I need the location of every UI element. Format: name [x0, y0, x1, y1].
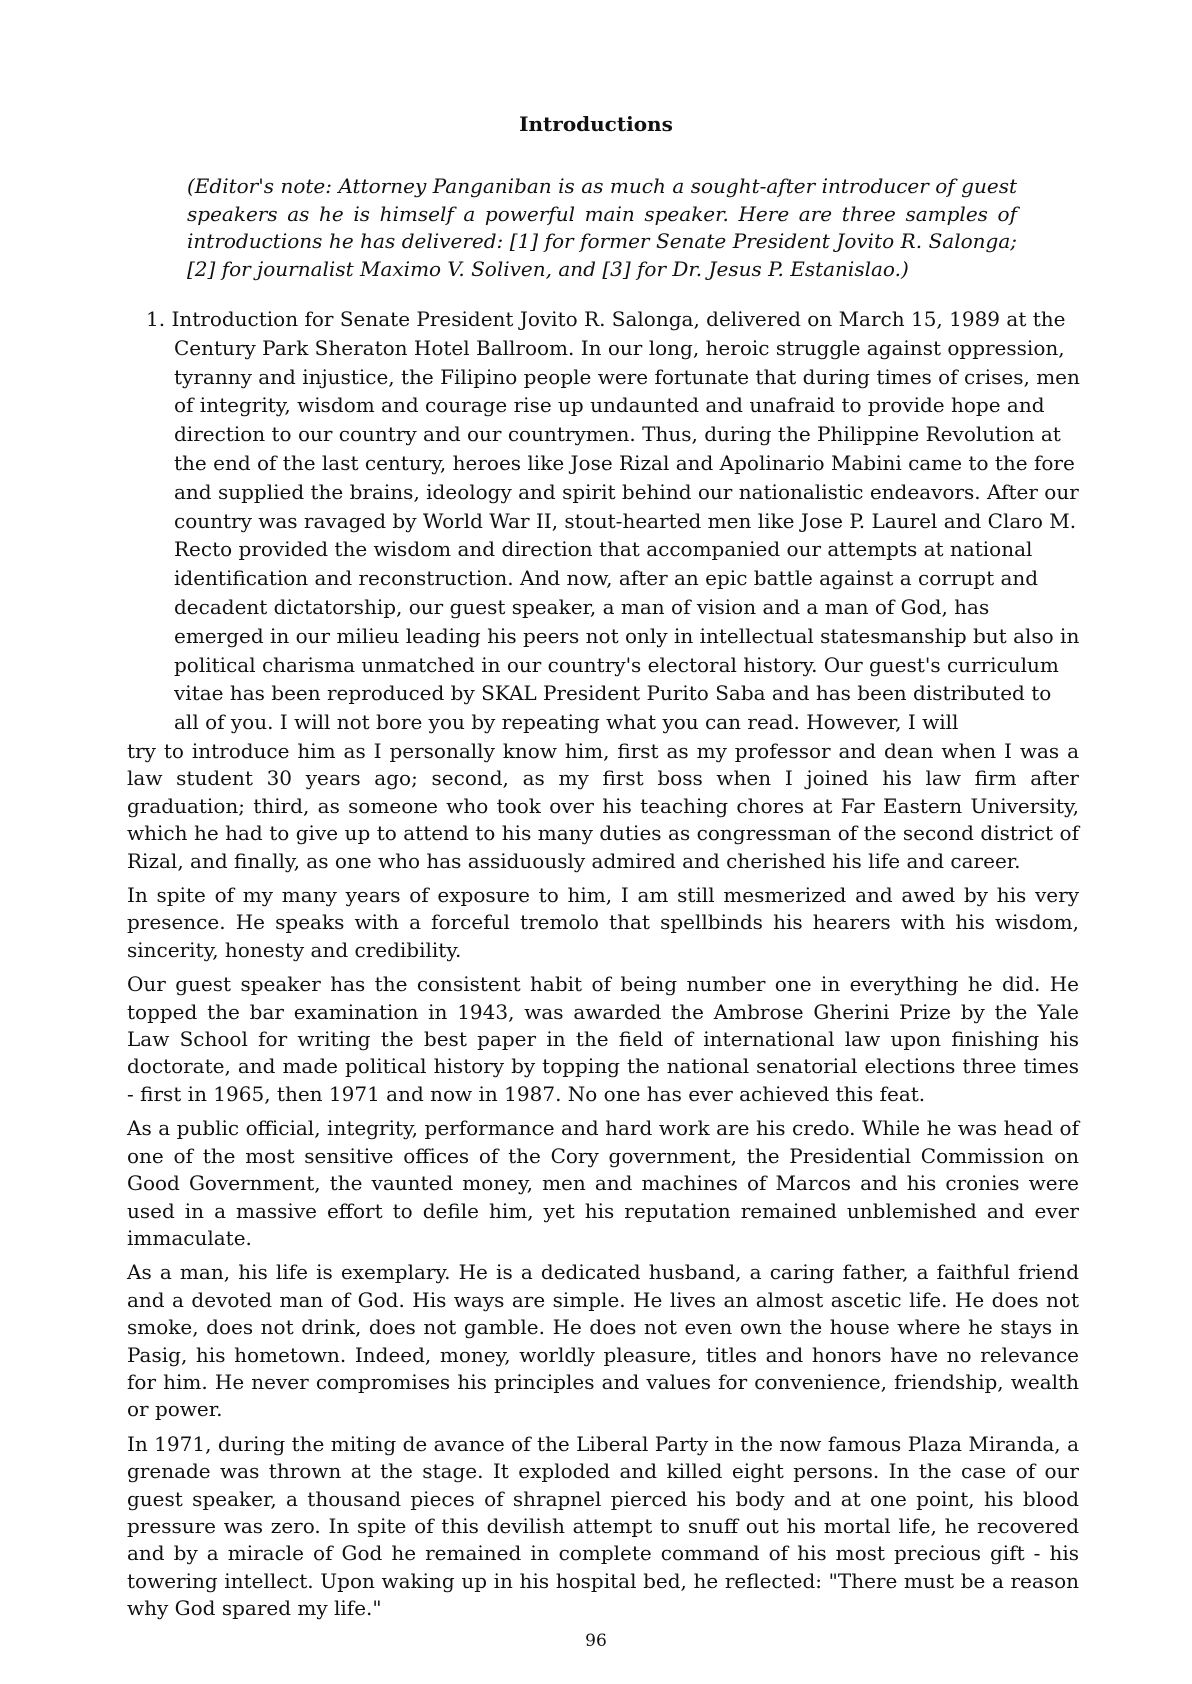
page-title: Introductions — [519, 112, 673, 136]
body-paragraph: Our guest speaker has the consistent habit of being number one in everything he did. He topped the bar examination in 1943, was awarded the Ambrose Gherini Prize by the Yale Law School for writing the best paper in the field of international law upon finishing his doctorate, and made political history by topping the national senatorial elections three times - first in 1965, then 1971 and now in 1987. No one has ever achieved this feat. — [127, 972, 1079, 1106]
body-text — [127, 738, 1079, 1630]
editor-note: (Editor's note: Attorney Panganiban is as much a sought-after introducer of guest speakers as he is himself a powerful main speaker. Here are three samples of introductions he has delivered: [1] for former Senate President Jovito R. Salonga; [2] for journalist Maximo V. Soliven, and [3] for Dr. Jesus P. Estanislao.) — [187, 174, 1017, 281]
body-paragraph: In spite of my many years of exposure to him, I am still mesmerized and awed by his very presence. He speaks with a forceful tremolo that spellbinds his hearers with his wisdom, sincerity, honesty and credibility. — [127, 883, 1079, 962]
page-number: 96 — [585, 1631, 607, 1651]
body-paragraph: In 1971, during the miting de avance of the Liberal Party in the now famous Plaza Miranda, a grenade was thrown at the stage. It exploded and killed eight persons. In the case of our guest speaker, a thousand pieces of shrapnel pierced his body and at one point, his blood pressure was zero. In spite of this devilish attempt to snuff out his mortal life, he recovered and by a miracle of God he remained in complete command of his most precious gift - his towering intellect. Upon waking up in his hospital bed, he reflected: "There must be a reason why God spared my life." — [127, 1431, 1079, 1621]
introduction-item-1: 1. Introduction for Senate President Jovito R. Salonga, delivered on March 15, 1989 at the Century Park Sheraton Hotel Ballroom. In our long, heroic struggle against oppression, tyranny and injustice, the Filipino people were fortunate that during times of crises, men of integrity, wisdom and courage rise up undaunted and unafraid to provide hope and direction to our country and our countrymen. Thus, during the Philippine Revolution at the end of the last century, heroes like Jose Rizal and Apolinario Mabini came to the fore and supplied the brains, ideology and spirit behind our nationalistic endeavors. After our country was ravaged by World War II, stout-hearted men like Jose P. Laurel and Claro M. Recto provided the wisdom and direction that accompanied our attempts at national identification and reconstruction. And now, after an epic battle against a corrupt and decadent dictatorship, our guest speaker, a man of vision and a man of God, has emerged in our milieu leading his peers not only in intellectual statesmanship but also in political charisma unmatched in our country's electoral history. Our guest's curriculum vitae has been reproduced by SKAL President Purito Saba and has been distributed to all of you. I will not bore you by repeating what you can read. However, I will — [146, 307, 1080, 735]
body-paragraph: try to introduce him as I personally know him, first as my professor and dean when I was a law student 30 years ago; second, as my first boss when I joined his law firm after graduation; third, as someone who took over his teaching chores at Far Eastern University, which he had to give up to attend to his many duties as congressman of the second district of Rizal, and finally, as one who has assiduously admired and cherished his life and career. — [127, 739, 1079, 873]
body-paragraph: As a public official, integrity, performance and hard work are his credo. While he was head of one of the most sensitive offices of the Cory government, the Presidential Commission on Good Government, the vaunted money, men and machines of Marcos and his cronies were used in a massive effort to defile him, yet his reputation remained unblemished and ever immaculate. — [127, 1116, 1079, 1250]
body-paragraph: As a man, his life is exemplary. He is a dedicated husband, a caring father, a faithful friend and a devoted man of God. His ways are simple. He lives an almost ascetic life. He does not smoke, does not drink, does not gamble. He does not even own the house where he stays in Pasig, his hometown. Indeed, money, worldly pleasure, titles and honors have no relevance for him. He never compromises his principles and values for convenience, friendship, wealth or power. — [127, 1260, 1079, 1422]
